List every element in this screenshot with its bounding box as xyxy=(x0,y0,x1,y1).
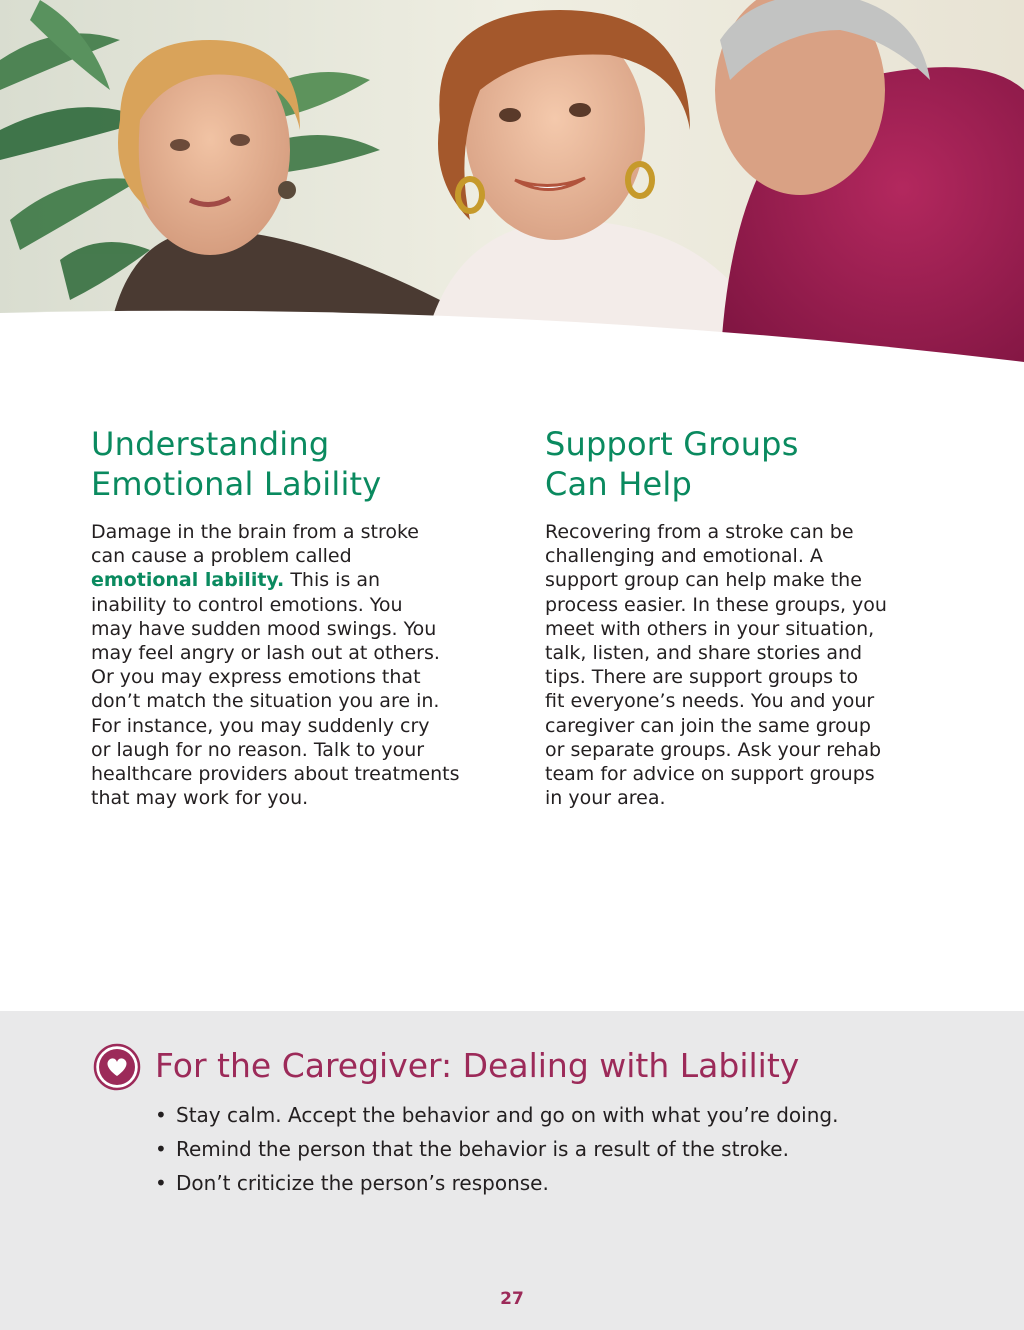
body-line: fit everyone’s needs. You and your xyxy=(545,690,875,713)
title-line: Understanding xyxy=(91,425,330,463)
section-body xyxy=(545,520,890,810)
body-line: may have sudden mood swings. You xyxy=(91,617,437,640)
caregiver-tips-list xyxy=(155,1098,838,1200)
body-line: can cause a problem called xyxy=(91,545,352,568)
body-line: in your area. xyxy=(545,787,666,810)
list-item xyxy=(155,1132,838,1166)
body-line: inability to control emotions. You xyxy=(91,593,403,616)
body-line: process easier. In these groups, you xyxy=(545,593,887,616)
caregiver-title: For the Caregiver: Dealing with Lability xyxy=(155,1046,800,1085)
title-line: Support Groups xyxy=(545,425,799,463)
body-line: meet with others in your situation, xyxy=(545,617,875,640)
body-line: tips. There are support groups to xyxy=(545,666,859,689)
body-line: or laugh for no reason. Talk to your xyxy=(91,738,425,761)
page-number: 27 xyxy=(500,1289,524,1309)
section-body xyxy=(91,520,460,810)
hero-photo xyxy=(0,0,1024,370)
list-item-text: Don’t criticize the person’s response. xyxy=(176,1171,549,1195)
body-line: Or you may express emotions that xyxy=(91,666,421,689)
body-line: For instance, you may suddenly cry xyxy=(91,714,430,737)
body-line-term xyxy=(91,568,436,592)
body-line: that may work for you. xyxy=(91,787,309,810)
body-line: healthcare providers about treatments xyxy=(91,763,460,786)
title-line: Can Help xyxy=(545,465,692,503)
list-item-text: Stay calm. Accept the behavior and go on with what you’re doing. xyxy=(176,1103,839,1127)
section-title-emotional-lability xyxy=(91,424,436,504)
body-line: may feel angry or lash out at others. xyxy=(91,642,440,665)
body-line: challenging and emotional. A xyxy=(545,545,823,568)
list-item xyxy=(155,1166,838,1200)
body-line: team for advice on support groups xyxy=(545,763,875,786)
bullet: • xyxy=(155,1137,167,1161)
highlighted-term: emotional lability. xyxy=(91,569,285,592)
title-line: Emotional Lability xyxy=(91,465,382,503)
bullet: • xyxy=(155,1103,167,1127)
body-line: caregiver can join the same group xyxy=(545,714,871,737)
bullet: • xyxy=(155,1171,167,1195)
hero-photo-illustration xyxy=(0,0,1024,370)
section-title-support-groups xyxy=(545,424,890,504)
section-emotional-lability xyxy=(91,424,460,810)
body-line: or separate groups. Ask your rehab xyxy=(545,738,882,761)
body-line: talk, listen, and share stories and xyxy=(545,642,863,665)
section-support-groups xyxy=(545,424,890,810)
term-suffix: This is an xyxy=(284,569,381,592)
body-line: Recovering from a stroke can be xyxy=(545,521,854,543)
body-line: support group can help make the xyxy=(545,569,862,592)
body-line: don’t match the situation you are in. xyxy=(91,690,440,713)
list-item xyxy=(155,1098,838,1132)
list-item-text: Remind the person that the behavior is a result of the stroke. xyxy=(176,1137,789,1161)
body-line: Damage in the brain from a stroke xyxy=(91,521,419,543)
heart-icon xyxy=(93,1043,141,1091)
